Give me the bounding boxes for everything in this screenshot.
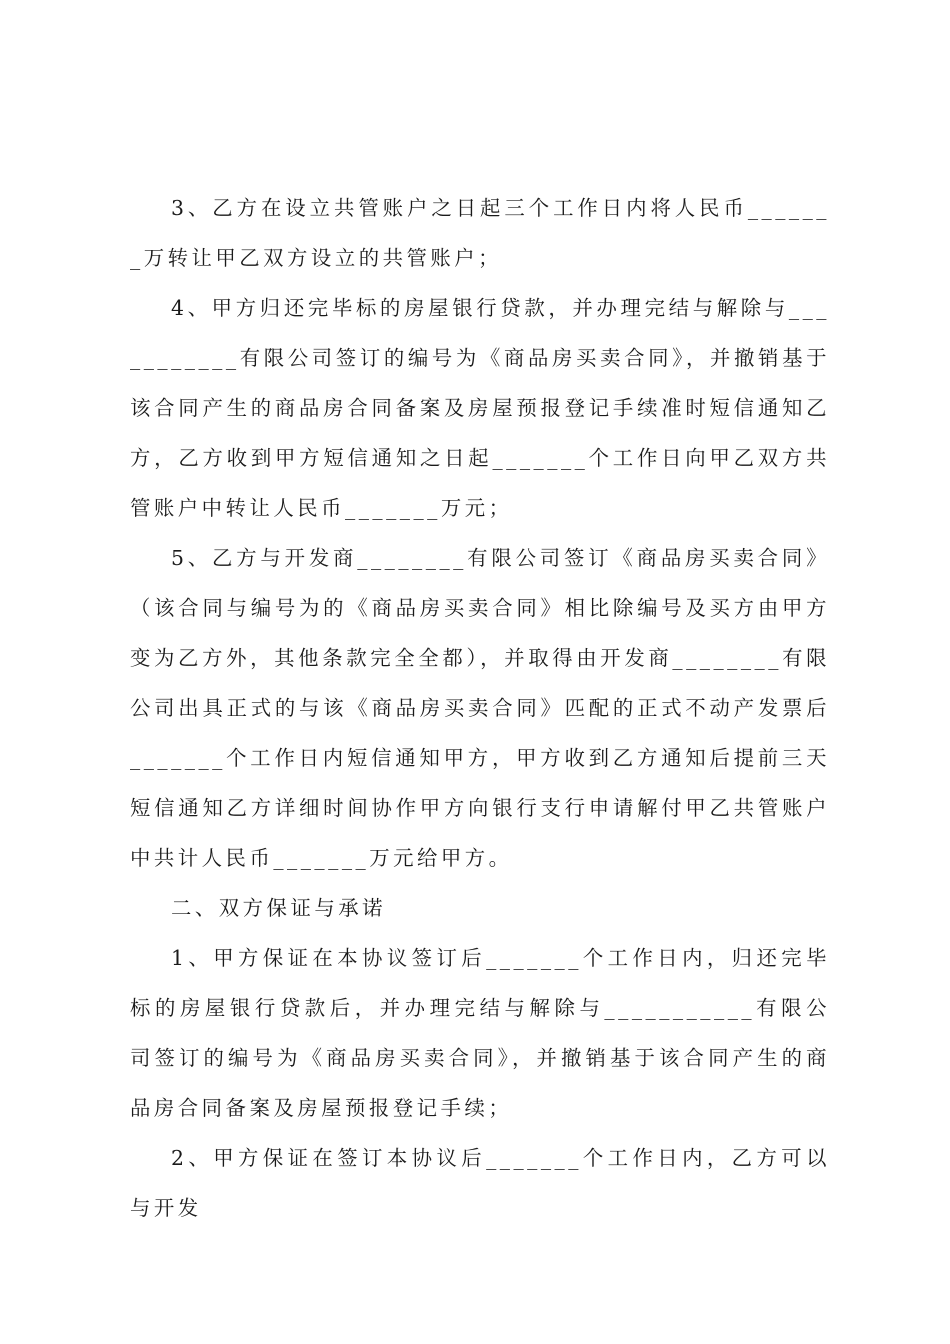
document-body bbox=[130, 183, 830, 1233]
clause-5-paragraph: 5、乙方与开发商________有限公司签订《商品房买卖合同》（该合同与编号为的《商品房买卖合同》相比除编号及买方由甲方变为乙方外，其他条款完全全都），并取得由开发商________有限公司出具正式的与该《商品房买卖合同》匹配的正式不动产发票后_______个工作日内短信通知甲方，甲方收到乙方通知后提前三天短信通知乙方详细时间协作甲方向银行支行申请解付甲乙共管账户中共计人民币_______万元给甲方。 bbox=[130, 546, 830, 870]
guarantee-2-paragraph: 2、甲方保证在签订本协议后_______个工作日内，乙方可以与开发 bbox=[130, 1146, 830, 1220]
guarantee-1-paragraph: 1、甲方保证在本协议签订后_______个工作日内，归还完毕标的房屋银行贷款后，并办理完结与解除与___________有限公司签订的编号为《商品房买卖合同》，并撤销基于该合同产生的商品房合同备案及房屋预报登记手续； bbox=[130, 946, 830, 1120]
section-heading: 二、双方保证与承诺 bbox=[171, 896, 387, 920]
clause-4-paragraph: 4、甲方归还完毕标的房屋银行贷款，并办理完结与解除与___________有限公司签订的编号为《商品房买卖合同》，并撤销基于该合同产生的商品房合同备案及房屋预报登记手续准时短信通知乙方，乙方收到甲方短信通知之日起_______个工作日向甲乙双方共管账户中转让人民币_______万元； bbox=[130, 296, 830, 520]
clause-3-paragraph: 3、乙方在设立共管账户之日起三个工作日内将人民币_______万转让甲乙双方设立的共管账户； bbox=[130, 196, 830, 270]
